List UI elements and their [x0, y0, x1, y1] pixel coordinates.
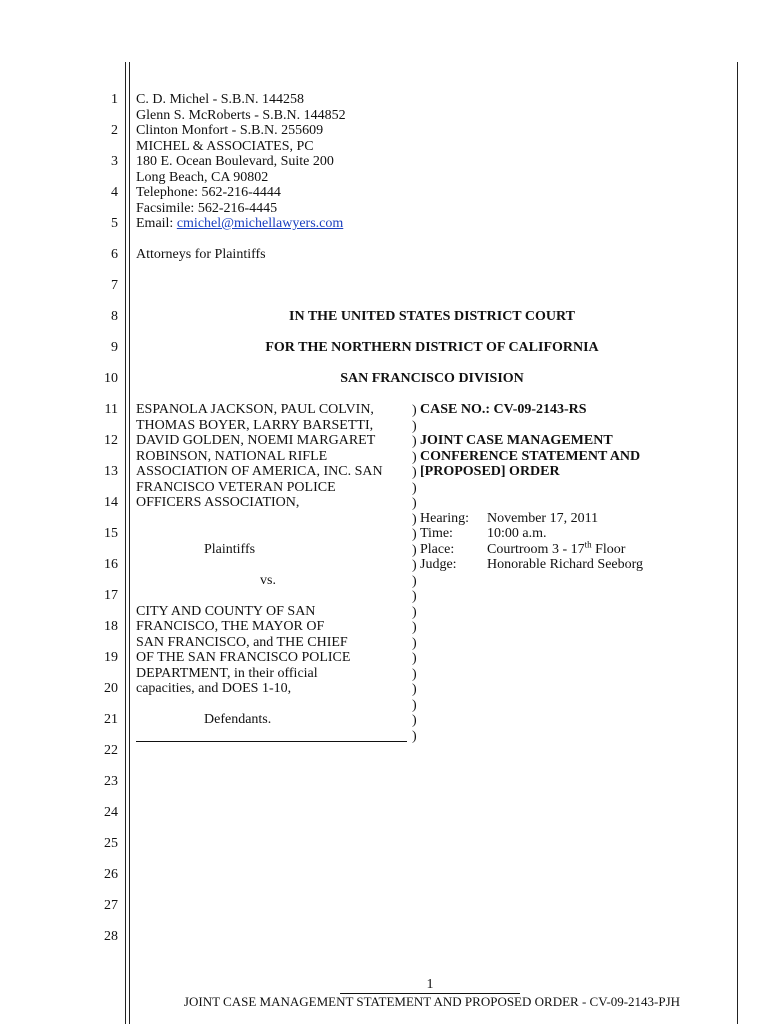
- counsel-line: C. D. Michel - S.B.N. 144258: [136, 92, 304, 107]
- time-label: Time:: [420, 526, 453, 541]
- line-number: 10: [104, 371, 118, 386]
- place-suffix: Floor: [591, 541, 626, 557]
- caption-parentheses: ) ) ) ) ) ) ) ) ) ) ) ) ) ) ) ) ) ) ) ) ) ): [412, 403, 417, 744]
- line-number: 20: [104, 681, 118, 696]
- counsel-line: Facsimile: 562-216-4445: [136, 200, 278, 216]
- hearing-date: November 17, 2011: [487, 510, 599, 526]
- defendants-label: Defendants.: [204, 712, 272, 727]
- line-number: 6: [111, 247, 118, 262]
- court-heading-2: FOR THE NORTHERN DISTRICT OF CALIFORNIA: [265, 340, 599, 355]
- line-number: 19: [104, 650, 118, 665]
- hearing-time: 10:00 a.m.: [487, 526, 547, 541]
- line-number: 14: [104, 495, 118, 510]
- plaintiff-line: OFFICERS ASSOCIATION,: [136, 495, 300, 510]
- place-superscript: th: [584, 538, 592, 549]
- line-number: 22: [104, 743, 118, 758]
- defendant-line: FRANCISCO, THE MAYOR OF: [136, 619, 325, 634]
- hearing-place: [487, 538, 626, 558]
- line-number: 7: [111, 278, 118, 293]
- document-title-line: CONFERENCE STATEMENT AND: [420, 448, 641, 464]
- line-number: 16: [104, 557, 118, 572]
- document-title-line: [PROPOSED] ORDER: [420, 464, 560, 479]
- counsel-line: Glenn S. McRoberts - S.B.N. 144852: [136, 107, 346, 123]
- defendant-line: CITY AND COUNTY OF SAN: [136, 603, 316, 619]
- defendant-line: OF THE SAN FRANCISCO POLICE: [136, 650, 351, 665]
- left-margin-rule-outer: [125, 62, 126, 1024]
- place-label: Place:: [420, 541, 455, 557]
- defendant-line: capacities, and DOES 1-10,: [136, 681, 292, 696]
- line-number: 5: [111, 216, 118, 231]
- plaintiff-line: ROBINSON, NATIONAL RIFLE: [136, 448, 328, 464]
- line-number: 4: [111, 185, 118, 200]
- line-number: 15: [104, 526, 118, 541]
- case-number: CASE NO.: CV-09-2143-RS: [420, 402, 587, 417]
- attorneys-for: Attorneys for Plaintiffs: [136, 247, 266, 262]
- defendant-line: SAN FRANCISCO, and THE CHIEF: [136, 634, 348, 650]
- hearing-judge: Honorable Richard Seeborg: [487, 557, 644, 572]
- line-number: 23: [104, 774, 118, 789]
- defendant-line: DEPARTMENT, in their official: [136, 665, 318, 681]
- line-number: 17: [104, 588, 118, 603]
- line-number: 24: [104, 805, 118, 820]
- line-number: 27: [104, 898, 118, 913]
- email-label: Email:: [136, 216, 177, 231]
- court-heading-1: IN THE UNITED STATES DISTRICT COURT: [289, 309, 575, 324]
- line-number: 28: [104, 929, 118, 944]
- place-prefix: Courtroom 3 - 17: [487, 541, 585, 557]
- right-margin-rule: [737, 62, 738, 1024]
- line-number: 8: [111, 309, 118, 324]
- plaintiffs-label: Plaintiffs: [204, 541, 256, 557]
- line-number: 3: [111, 154, 118, 169]
- counsel-line: Long Beach, CA 90802: [136, 169, 269, 185]
- line-number: 12: [104, 433, 118, 448]
- caption-underline: [136, 741, 407, 742]
- line-number: 26: [104, 867, 118, 882]
- left-margin-rule-inner: [129, 62, 130, 1024]
- counsel-line: Clinton Monfort - S.B.N. 255609: [136, 123, 324, 138]
- line-number: 2: [111, 123, 118, 138]
- counsel-line: 180 E. Ocean Boulevard, Suite 200: [136, 154, 334, 169]
- plaintiff-line: ESPANOLA JACKSON, PAUL COLVIN,: [136, 402, 374, 417]
- line-number: 1: [111, 92, 118, 107]
- document-title-line: JOINT CASE MANAGEMENT: [420, 433, 613, 448]
- line-number: 11: [104, 402, 118, 417]
- plaintiff-line: DAVID GOLDEN, NOEMI MARGARET: [136, 433, 376, 448]
- line-number: 18: [104, 619, 118, 634]
- plaintiff-line: ASSOCIATION OF AMERICA, INC. SAN: [136, 464, 383, 479]
- plaintiff-line: THOMAS BOYER, LARRY BARSETTI,: [136, 417, 374, 433]
- counsel-line: Telephone: 562-216-4444: [136, 185, 281, 200]
- page-number: 1: [426, 977, 434, 992]
- email-line: [136, 216, 343, 232]
- court-heading-3: SAN FRANCISCO DIVISION: [340, 371, 524, 386]
- line-number: 13: [104, 464, 118, 479]
- line-number: 25: [104, 836, 118, 851]
- line-number: 21: [104, 712, 118, 727]
- email-link[interactable]: cmichel@michellawyers.com: [176, 216, 344, 231]
- hearing-label: Hearing:: [420, 510, 469, 526]
- counsel-line: MICHEL & ASSOCIATES, PC: [136, 138, 314, 154]
- plaintiff-line: FRANCISCO VETERAN POLICE: [136, 479, 336, 495]
- judge-label: Judge:: [420, 557, 457, 572]
- line-number: 9: [111, 340, 118, 355]
- footer-text: JOINT CASE MANAGEMENT STATEMENT AND PROPOSED ORDER - CV-09-2143-PJH: [183, 994, 681, 1009]
- versus-label: vs.: [260, 572, 276, 588]
